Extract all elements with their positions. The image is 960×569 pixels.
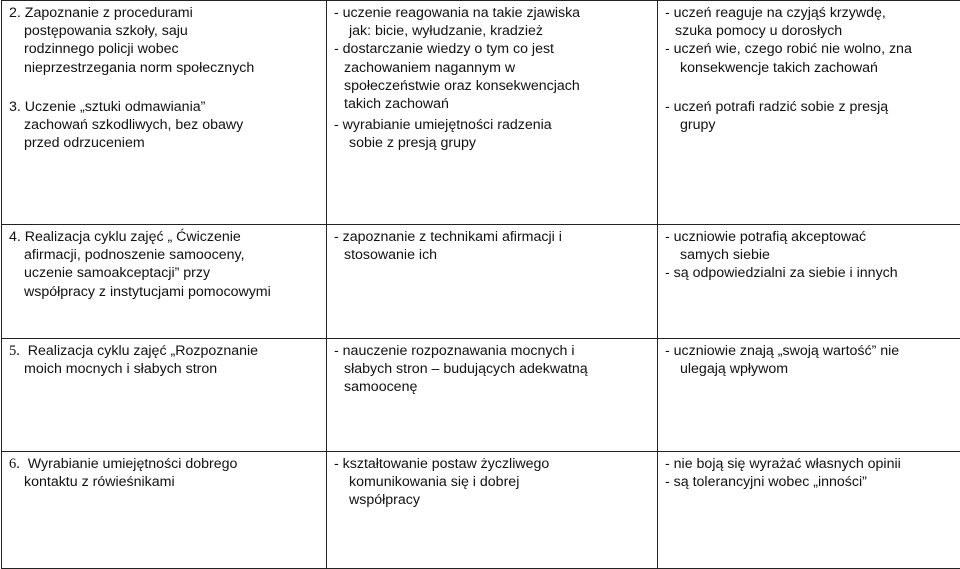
cell-line: - uczniowie znają „swoją wartość” nie (665, 343, 900, 359)
cell-line: - nauczenie rozpoznawania mocnych i (334, 343, 575, 359)
cell-line: 3. Uczenie „sztuki odmawiania” (9, 98, 206, 115)
cell-line: nieprzestrzegania norm społecznych (24, 59, 255, 76)
cell-line: takich zachowań (344, 96, 449, 113)
cell-line: moich mocnych i słabych stron (24, 361, 218, 378)
table-cell-method (327, 225, 658, 339)
table-cell-task (2, 225, 327, 339)
cell-text: Realizacja cyklu zajęć „Rozpoznanie (27, 343, 259, 359)
table-cell-method (327, 339, 658, 452)
cell-line: samych siebie (680, 247, 770, 264)
table-row (2, 452, 960, 569)
table-cell-outcome (658, 1, 960, 225)
table-cell-outcome (658, 225, 960, 339)
cell-line: samoocenę (344, 379, 418, 396)
item-number: 6. (9, 456, 20, 472)
cell-line: ulegają wpływom (680, 361, 789, 378)
cell-line: szuka pomocy u dorosłych (675, 23, 843, 40)
cell-line: grupy (680, 117, 716, 134)
cell-line: - nie boją się wyrażać własnych opinii (665, 456, 901, 472)
cell-line: zachowań szkodliwych, bez obawy (24, 117, 244, 134)
cell-line: społeczeństwie oraz konsekwencjach (344, 77, 580, 94)
cell-line: - zapoznanie z technikami afirmacji i (334, 229, 562, 245)
cell-line (9, 455, 321, 473)
cell-line: - dostarczanie wiedzy o tym co jest (334, 41, 554, 58)
cell-line: afirmacji, podnoszenie samooceny, (24, 247, 245, 264)
table-cell-task (2, 452, 327, 569)
cell-line: słabych stron – budujących adekwatną (344, 361, 588, 378)
table-row (2, 225, 960, 339)
cell-line: kontaktu z rówieśnikami (24, 474, 175, 491)
table-row (2, 339, 960, 452)
cell-line: 2. Zapoznanie z procedurami (9, 5, 193, 21)
cell-line: - uczniowie potrafią akceptować (665, 229, 867, 245)
item-number: 5. (9, 343, 20, 359)
cell-line: przed odrzuceniem (24, 135, 145, 152)
table-row (2, 1, 960, 225)
cell-line: 4. Realizacja cyklu zajęć „ Ćwiczenie (9, 229, 241, 245)
cell-line: zachowaniem nagannym w (344, 59, 516, 76)
cell-line: - kształtowanie postaw życzliwego (334, 456, 550, 472)
cell-line: komunikowania się i dobrej (349, 474, 520, 491)
cell-line: - uczenie reagowania na takie zjawiska (334, 5, 581, 21)
program-table (1, 0, 960, 569)
cell-line: - uczeń wie, czego robić nie wolno, zna (665, 41, 912, 58)
cell-line: rodzinnego policji wobec (24, 41, 179, 58)
cell-line: stosowanie ich (344, 247, 438, 264)
cell-line (9, 342, 321, 360)
table-cell-method (327, 1, 658, 225)
cell-line: sobie z presją grupy (349, 135, 476, 152)
cell-line: współpracy (349, 492, 420, 509)
table-cell-task (2, 1, 327, 225)
table-cell-outcome (658, 452, 960, 569)
cell-line: - są odpowiedzialni za siebie i innych (665, 265, 898, 282)
cell-line: - wyrabianie umiejętności radzenia (334, 117, 552, 134)
cell-line: - uczeń reaguje na czyjąś krzywdę, (665, 5, 886, 21)
cell-line: postępowania szkoły, saju (24, 23, 188, 40)
cell-line: - są tolerancyjni wobec „inności” (665, 474, 867, 491)
table-cell-task (2, 339, 327, 452)
cell-line: uczenie samoakceptacji” przy (24, 265, 211, 282)
cell-line: jak: bicie, wyłudzanie, kradzież (349, 23, 543, 40)
cell-line: konsekwencje takich zachowań (680, 59, 878, 76)
table-cell-method (327, 452, 658, 569)
cell-line: współpracy z instytucjami pomocowymi (24, 283, 271, 300)
table-cell-outcome (658, 339, 960, 452)
cell-text: Wyrabianie umiejętności dobrego (27, 456, 238, 472)
cell-line: - uczeń potrafi radzić sobie z presją (665, 98, 889, 115)
